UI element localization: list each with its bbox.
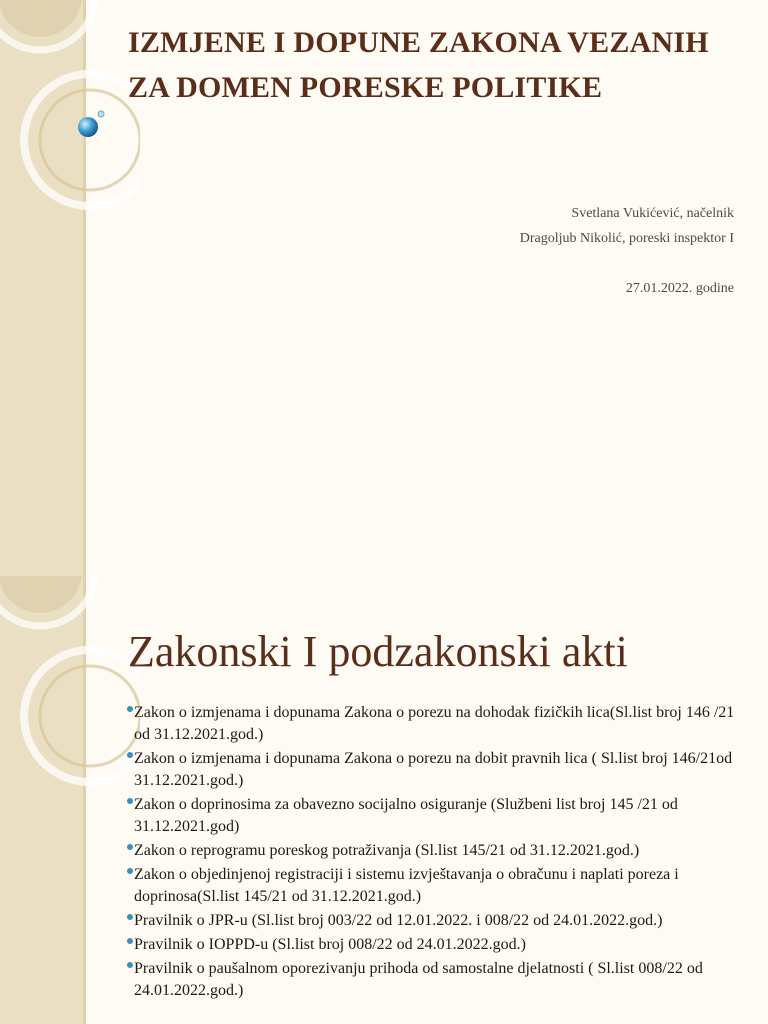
legal-acts-list: [128, 702, 748, 1004]
bullet-icon: [127, 938, 133, 944]
list-item: [128, 910, 748, 932]
blue-orb-icon: [0, 0, 120, 160]
list-item: [128, 934, 748, 956]
list-item: [128, 748, 748, 792]
author-name: Dragoljub Nikolić, poreski inspektor I: [519, 231, 734, 246]
bullet-icon: [127, 868, 133, 874]
bullet-icon: [127, 752, 133, 758]
decorative-circles: [0, 576, 140, 836]
list-item-text: Zakon o izmjenama i dopunama Zakona o porezu na dobit pravnih lica ( Sl.list broj 146/21od 31.12.2021.god.): [134, 750, 733, 789]
list-item-text: Zakon o doprinosima za obavezno socijalno osiguranje (Službeni list broj 145 /21 od 31.12.2021.god): [134, 796, 678, 835]
list-item-text: Zakon o reprogramu poreskog potraživanja (Sl.list 145/21 od 31.12.2021.god.): [134, 842, 640, 859]
list-item-text: Zakon o izmjenama i dopunama Zakona o porezu na dohodak fizičkih lica(Sl.list broj 146 /21 od 31.12.2021.god.): [134, 704, 735, 743]
slide-title: Zakonski I podzakonski akti: [128, 627, 628, 676]
bullet-icon: [127, 962, 133, 968]
bullet-icon: [127, 844, 133, 850]
content-slide: [0, 576, 768, 1024]
bullet-icon: [127, 798, 133, 804]
list-item: [128, 702, 748, 746]
list-item-text: Pravilnik o paušalnom oporezivanju prihoda od samostalne djelatnosti ( Sl.list 008/22 od 24.01.2022.god.): [134, 960, 703, 999]
list-item-text: Pravilnik o IOPPD-u (Sl.list broj 008/22 od 24.01.2022.god.): [134, 936, 527, 953]
bullet-icon: [127, 914, 133, 920]
list-item: [128, 794, 748, 838]
presentation-date: 27.01.2022. godine: [625, 281, 734, 296]
bullet-icon: [127, 706, 133, 712]
list-item-text: Pravilnik o JPR-u (Sl.list broj 003/22 od 12.01.2022. i 008/22 od 24.01.2022.god.): [134, 912, 663, 929]
slide-title: IZMJENE I DOPUNE ZAKONA VEZANIH ZA DOMEN PORESKE POLITIKE: [128, 26, 709, 104]
list-item-text: Zakon o objedinjenoj registraciji i sistemu izvještavanja o obračunu i naplati poreza i doprinosa(Sl.list 145/21 od 31.12.2021.god.): [134, 866, 679, 905]
list-item: [128, 958, 748, 1002]
author-name: Svetlana Vukićević, načelnik: [571, 206, 734, 221]
list-item: [128, 840, 748, 862]
list-item: [128, 864, 748, 908]
